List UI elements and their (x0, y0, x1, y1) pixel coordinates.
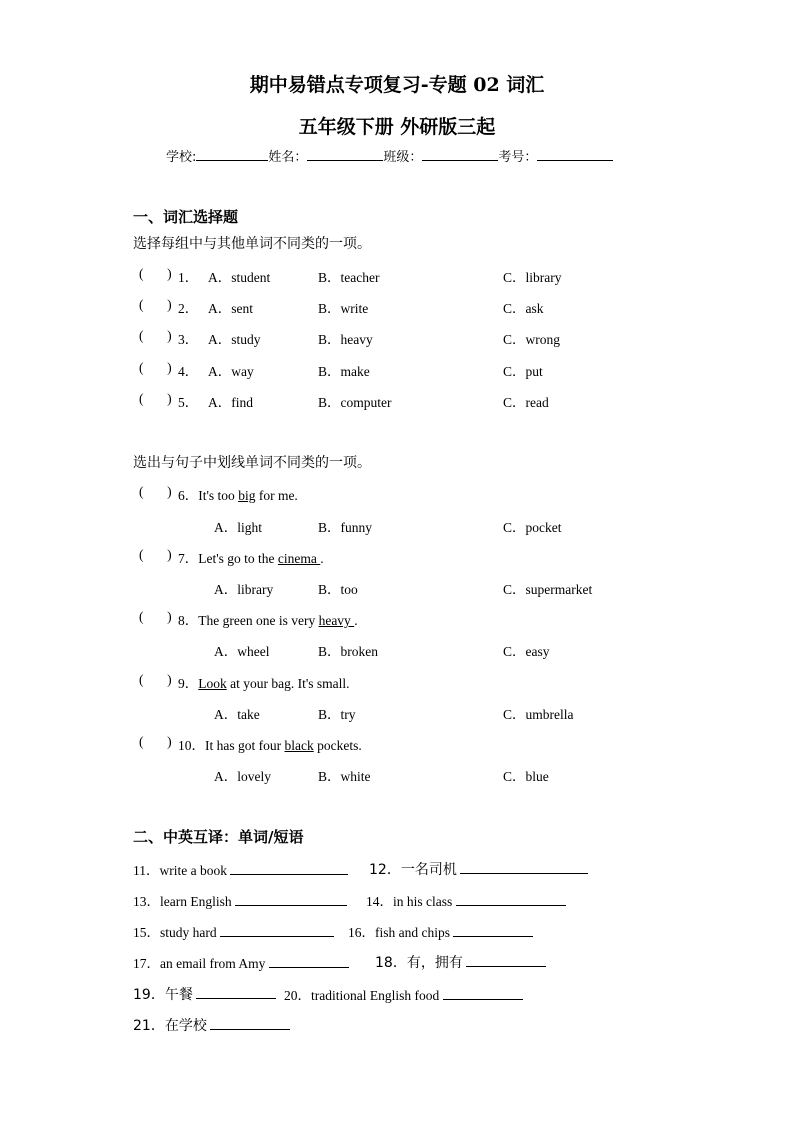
translation-item (133, 984, 276, 1004)
option-c: C．wrong (503, 332, 560, 347)
option-a: A．light (214, 520, 263, 535)
item-text: 21．在学校 (133, 1018, 207, 1034)
translation-item (133, 952, 349, 972)
answer-paren[interactable]: ( ) (139, 547, 172, 562)
answer-blank[interactable] (235, 893, 347, 906)
sentence-text: It's too (198, 488, 239, 503)
option-a: A．lovely (214, 769, 271, 784)
option-c: C．pocket (503, 520, 562, 535)
translation-item (348, 921, 533, 941)
answer-paren[interactable]: ( ) (139, 734, 172, 749)
class-label: 班级： (383, 150, 423, 165)
question-number: 2． (178, 301, 199, 316)
option-b: B．funny (318, 520, 372, 535)
item-text: 15．study hard (133, 925, 217, 940)
translation-item (133, 921, 334, 941)
option-a: A．library (214, 582, 274, 597)
option-b: B．computer (318, 395, 392, 410)
item-text: 16．fish and chips (348, 925, 450, 940)
option-a: A．way (208, 364, 254, 379)
answer-paren[interactable]: ( ) (139, 297, 172, 312)
item-text: 19．午餐 (133, 987, 193, 1003)
sentence-text: pockets. (313, 738, 362, 753)
section2-heading: 二、中英互译：单词/短语 (133, 828, 304, 846)
question-number: 8． (178, 613, 199, 628)
section1-part1-instruction: 选择每组中与其他单词不同类的一项。 (133, 236, 371, 252)
student-info-line (166, 146, 613, 165)
translation-item (133, 1015, 290, 1035)
option-c: C．library (503, 270, 562, 285)
sentence-text: The green one is very (198, 613, 319, 628)
item-text: 20．traditional English food (284, 988, 440, 1003)
question-number: 4． (178, 364, 199, 379)
option-b: B．too (318, 582, 358, 597)
option-b: B．make (318, 364, 370, 379)
question-number: 7． (178, 551, 199, 566)
item-text: 12．一名司机 (369, 862, 457, 878)
item-text: 17．an email from Amy (133, 956, 266, 971)
question-sentence (178, 734, 362, 754)
option-a: A．study (208, 332, 261, 347)
item-text: 18．有，拥有 (375, 955, 463, 971)
sentence-text: Let's go to the (198, 551, 278, 566)
underlined-word: cinema (277, 551, 321, 566)
answer-paren[interactable]: ( ) (139, 484, 172, 499)
question-number: 1． (178, 270, 199, 285)
underlined-word: heavy (318, 613, 355, 628)
option-b: B．heavy (318, 332, 373, 347)
sentence-text: . (354, 613, 358, 628)
translation-item (133, 859, 348, 879)
option-a: A．sent (208, 301, 253, 316)
page-title: 期中易错点专项复习-专题 02 词汇 (249, 74, 545, 96)
question-sentence (178, 609, 358, 629)
translation-item (133, 890, 347, 910)
question-sentence (178, 672, 350, 692)
answer-blank[interactable] (466, 954, 546, 967)
question-number: 5． (178, 395, 199, 410)
option-a: A．take (214, 707, 260, 722)
option-c: C．ask (503, 301, 544, 316)
answer-blank[interactable] (460, 861, 588, 874)
item-text: 13．learn English (133, 894, 232, 909)
answer-blank[interactable] (443, 987, 523, 1000)
class-blank[interactable] (422, 148, 498, 161)
option-b: B．try (318, 707, 356, 722)
item-text: 14．in his class (366, 894, 453, 909)
option-c: C．put (503, 364, 543, 379)
section1-part2-instruction: 选出与句子中划线单词不同类的一项。 (133, 455, 371, 471)
underlined-word: big (238, 488, 256, 503)
answer-blank[interactable] (456, 893, 566, 906)
answer-paren[interactable]: ( ) (139, 672, 172, 687)
underlined-word: Look (198, 676, 227, 691)
translation-item (284, 984, 523, 1004)
page-subtitle: 五年级下册 外研版三起 (298, 116, 496, 138)
item-text: 11．write a book (133, 863, 227, 878)
option-a: A．wheel (214, 644, 270, 659)
school-blank[interactable] (196, 148, 268, 161)
option-b: B．write (318, 301, 369, 316)
sentence-text: at your bag. It's small. (226, 676, 350, 691)
answer-blank[interactable] (210, 1017, 290, 1030)
translation-item (375, 952, 546, 972)
answer-paren[interactable]: ( ) (139, 391, 172, 406)
underlined-word: black (284, 738, 314, 753)
option-c: C．blue (503, 769, 549, 784)
option-c: C．umbrella (503, 707, 574, 722)
question-number: 3． (178, 332, 199, 347)
option-a: A．find (208, 395, 253, 410)
name-blank[interactable] (307, 148, 383, 161)
option-c: C．read (503, 395, 549, 410)
question-sentence (178, 547, 324, 567)
sentence-text: . (320, 551, 324, 566)
answer-paren[interactable]: ( ) (139, 609, 172, 624)
question-sentence (178, 484, 298, 504)
name-label: 姓名： (268, 150, 308, 165)
number-blank[interactable] (537, 148, 613, 161)
translation-item (369, 859, 588, 879)
answer-paren[interactable]: ( ) (139, 328, 172, 343)
answer-blank[interactable] (196, 986, 276, 999)
school-label: 学校: (166, 150, 197, 165)
option-a: A．student (208, 270, 271, 285)
answer-blank[interactable] (230, 862, 348, 875)
answer-paren[interactable]: ( ) (139, 266, 172, 281)
question-number: 9． (178, 676, 199, 691)
translation-item (366, 890, 566, 910)
question-number: 10． (178, 738, 205, 753)
option-c: C．easy (503, 644, 550, 659)
option-b: B．broken (318, 644, 378, 659)
answer-blank[interactable] (453, 924, 533, 937)
option-c: C．supermarket (503, 582, 593, 597)
sentence-text: It has got four (205, 738, 285, 753)
sentence-text: for me. (255, 488, 298, 503)
section1-heading: 一、词汇选择题 (133, 208, 239, 226)
option-b: B．white (318, 769, 371, 784)
number-label: 考号： (498, 150, 538, 165)
option-b: B．teacher (318, 270, 380, 285)
answer-blank[interactable] (269, 955, 349, 968)
answer-paren[interactable]: ( ) (139, 360, 172, 375)
answer-blank[interactable] (220, 924, 334, 937)
question-number: 6． (178, 488, 199, 503)
